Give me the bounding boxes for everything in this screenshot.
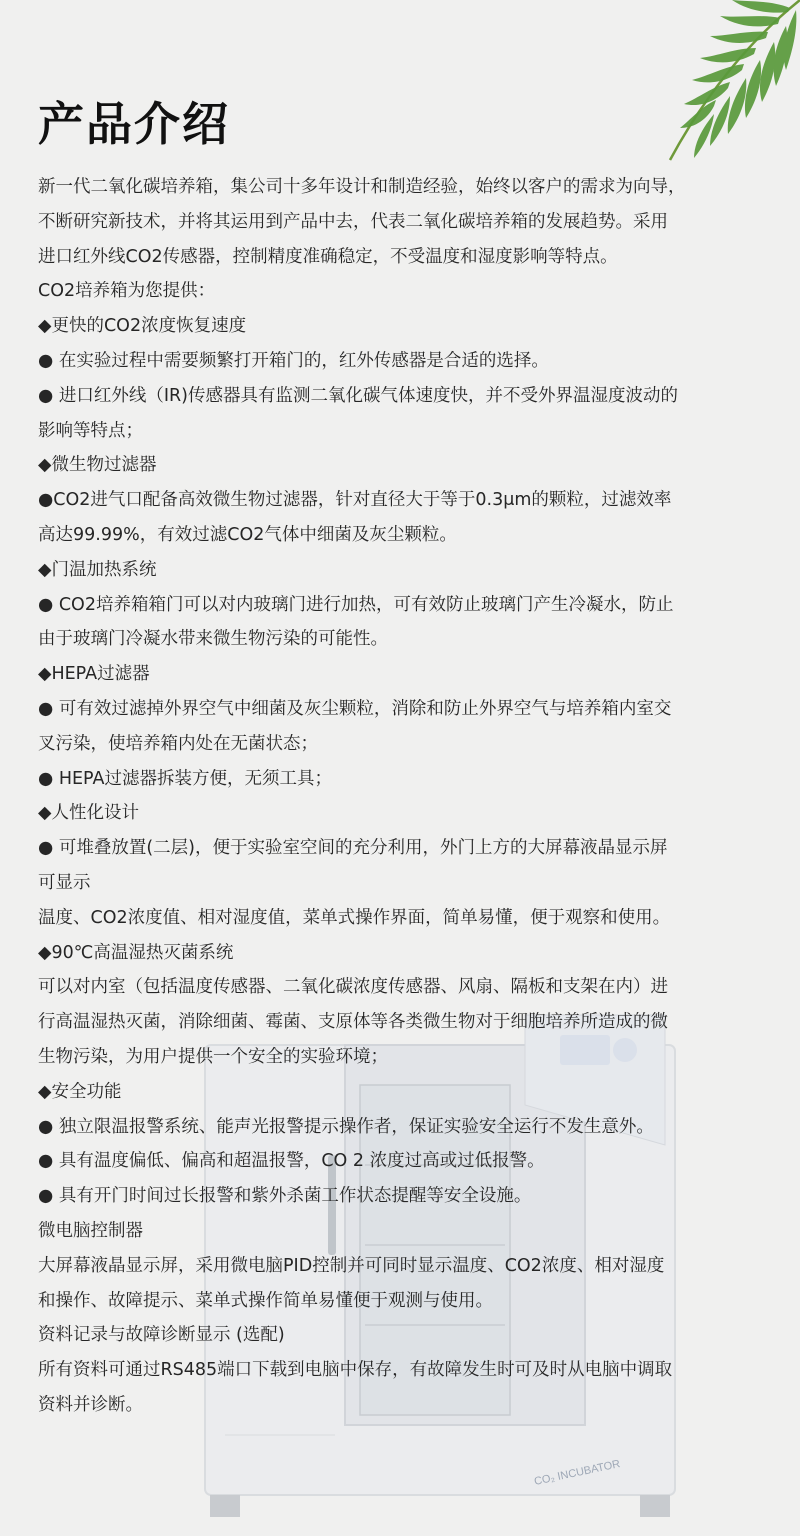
section-heading: ◆安全功能 [38,1081,122,1102]
section-heading: 微电脑控制器 [38,1220,143,1241]
paragraph-line: 进口红外线CO2传感器，控制精度准确稳定，不受温度和湿度影响等特点。 [38,246,618,267]
bullet-item: ● 在实验过程中需要频繁打开箱门的，红外传感器是合适的选择。 [38,350,549,371]
paragraph-line: 行高温湿热灭菌，消除细菌、霉菌、支原体等各类微生物对于细胞培养所造成的微 [38,1012,668,1033]
product-description [38,170,768,1423]
paragraph-line: 生物污染，为用户提供一个安全的实验环境； [38,1046,388,1067]
paragraph-line: 所有资料可通过RS485端口下载到电脑中保存，有故障发生时可及时从电脑中调取 [38,1360,673,1381]
paragraph-line: 温度、CO2浓度值、相对湿度值，菜单式操作界面，简单易懂，便于观察和使用。 [38,907,671,928]
paragraph-line: 可以对内室（包括温度传感器、二氧化碳浓度传感器、风扇、隔板和支架在内）进 [38,977,668,998]
bullet-item: ● 进口红外线（IR)传感器具有监测二氧化碳气体速度快，并不受外界温湿度波动的 [38,385,678,406]
paragraph-line: CO2培养箱为您提供： [38,281,216,302]
paragraph-line: 可显示 [38,872,91,893]
paragraph-line: 影响等特点； [38,420,143,441]
paragraph-line: 不断研究新技术，并将其运用到产品中去，代表二氧化碳培养箱的发展趋势。采用 [38,211,668,232]
section-heading: ◆人性化设计 [38,803,139,824]
paragraph-line: 和操作、故障提示、菜单式操作简单易懂便于观测与使用。 [38,1290,493,1311]
paragraph-line: 大屏幕液晶显示屏，采用微电脑PID控制并可同时显示温度、CO2浓度、相对湿度 [38,1255,665,1276]
section-heading: ◆HEPA过滤器 [38,664,150,685]
bullet-item: ● 具有温度偏低、偏高和超温报警，CO 2 浓度过高或过低报警。 [38,1151,545,1172]
bullet-item: ●CO2进气口配备高效微生物过滤器，针对直径大于等于0.3μm的颗粒，过滤效率 [38,490,672,511]
bullet-item: ● CO2培养箱箱门可以对内玻璃门进行加热，可有效防止玻璃门产生冷凝水，防止 [38,594,674,615]
bullet-item: ● 独立限温报警系统、能声光报警提示操作者，保证实验安全运行不发生意外。 [38,1116,654,1137]
paragraph-line: 资料并诊断。 [38,1394,143,1415]
bullet-item: ● 具有开门时间过长报警和紫外杀菌工作状态提醒等安全设施。 [38,1186,532,1207]
paragraph-line: 叉污染，使培养箱内处在无菌状态； [38,733,318,754]
section-heading: ◆门温加热系统 [38,559,157,580]
page-title: 产品介绍 [38,97,230,151]
section-heading: ◆90℃高温湿热灭菌系统 [38,942,234,963]
bullet-item: ● 可堆叠放置(二层)，便于实验室空间的充分利用，外门上方的大屏幕液晶显示屏 [38,838,668,859]
section-heading: ◆微生物过滤器 [38,455,157,476]
paragraph-line: 由于玻璃门冷凝水带来微生物污染的可能性。 [38,629,388,650]
section-heading: 资料记录与故障诊断显示 (选配) [38,1325,285,1346]
bullet-item: ● HEPA过滤器拆装方便，无须工具； [38,768,332,789]
paragraph-line: 新一代二氧化碳培养箱，集公司十多年设计和制造经验，始终以客户的需求为向导， [38,177,686,197]
palm-leaf-decoration [600,0,800,165]
section-heading: ◆更快的CO2浓度恢复速度 [38,316,247,337]
paragraph-line: 高达99.99%，有效过滤CO2气体中细菌及灰尘颗粒。 [38,524,457,545]
bullet-item: ● 可有效过滤掉外界空气中细菌及灰尘颗粒，消除和防止外界空气与培养箱内室交 [38,698,672,719]
incubator-label: CO₂ INCUBATOR [533,1457,622,1488]
